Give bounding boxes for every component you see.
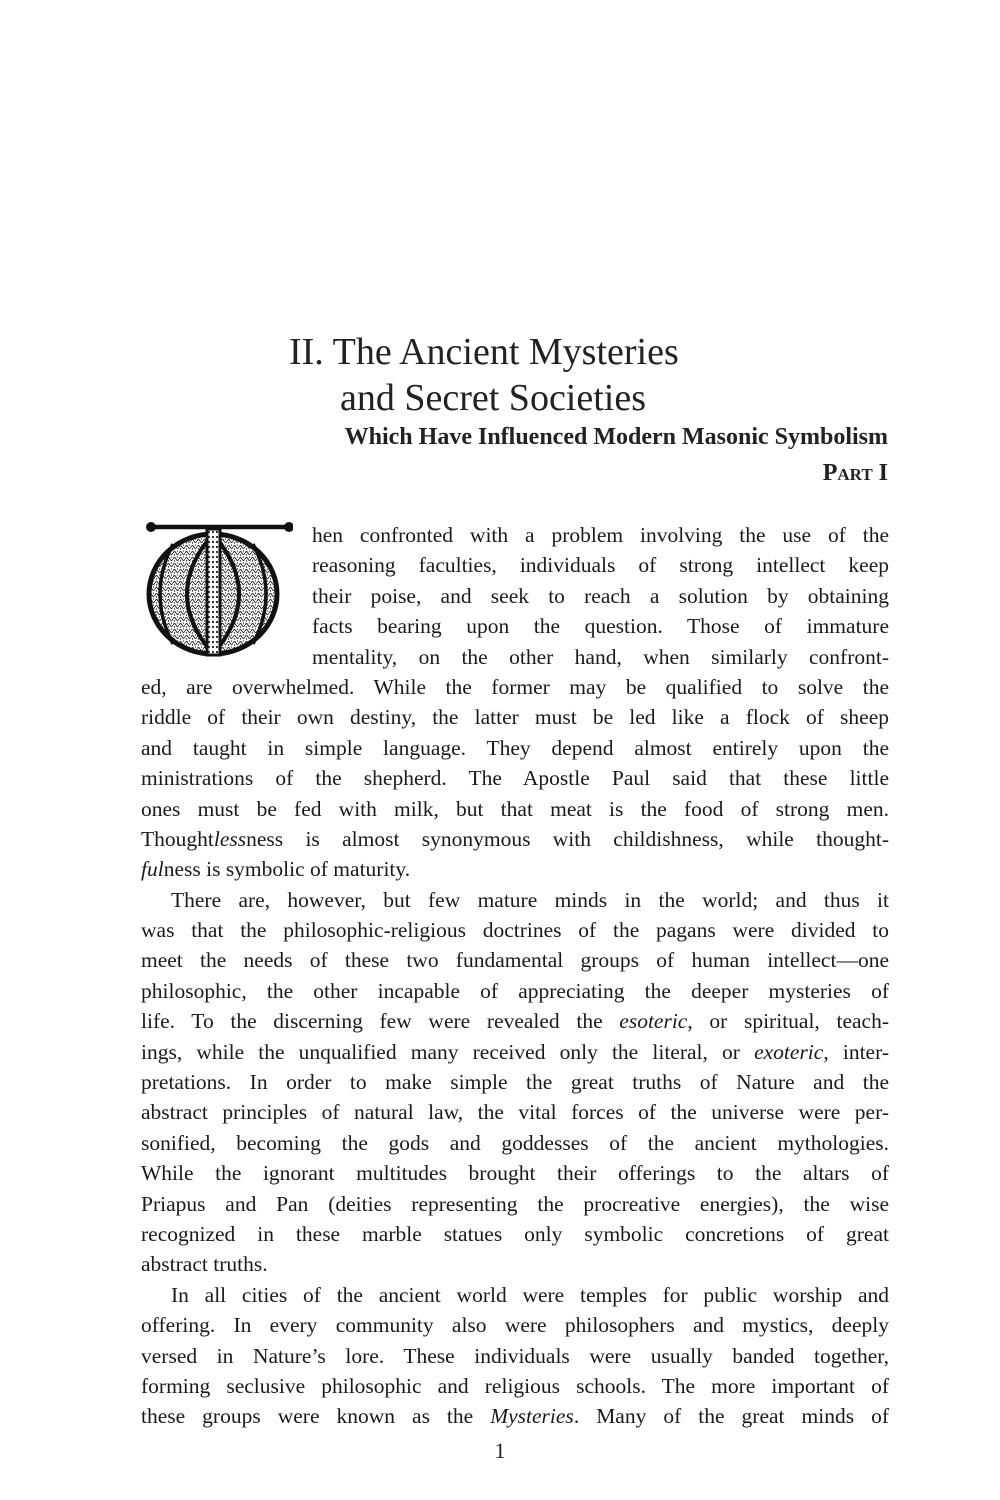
text-line: philosophic, the other incapable of appreciating the deeper mysteries of	[141, 978, 889, 1003]
text-run: . Many of the great minds of	[573, 1404, 889, 1429]
text-line: ones must be fed with milk, but that meat is the food of strong men.	[141, 796, 889, 821]
text-line	[141, 1401, 889, 1431]
text-line: offering. In every community also were philosophers and mystics, deeply	[141, 1313, 889, 1338]
chapter-part-label: Part I	[822, 460, 888, 486]
text-line: forming seclusive philosophic and religious schools. The more important of	[141, 1373, 889, 1398]
italic-run: Mysteries	[490, 1404, 574, 1429]
text-line: pretations. In order to make simple the great truths of Nature and the	[141, 1070, 889, 1095]
paragraph-3	[141, 1280, 889, 1432]
paragraph-2	[141, 885, 889, 1280]
text-line	[141, 854, 889, 884]
text-line: ministrations of the shepherd. The Apostle Paul said that these little	[141, 766, 889, 791]
text-line: sonified, becoming the gods and goddesses of the ancient mythologies.	[141, 1130, 889, 1155]
text-line: facts bearing upon the question. Those of immature	[312, 614, 889, 639]
text-run: ings, while the unqualified many received only the literal, or	[141, 1039, 755, 1064]
text-line: versed in Nature’s lore. These individuals were usually banded together,	[141, 1343, 889, 1368]
paragraph-1	[141, 520, 889, 885]
chapter-title-line-1: II. The Ancient Mysteries	[289, 331, 679, 373]
italic-run: exoteric	[754, 1039, 824, 1064]
text-line	[141, 824, 889, 854]
text-run: ness is almost synonymous with childishness, while thought-	[246, 826, 889, 851]
text-line: Priapus and Pan (deities representing the procreative energies), the wise	[141, 1191, 889, 1216]
text-line: In all cities of the ancient world were temples for public worship and	[171, 1282, 889, 1307]
text-run: , or spiritual, teach-	[687, 1009, 889, 1034]
text-line	[141, 1006, 889, 1036]
text-line: There are, however, but few mature minds in the world; and thus it	[171, 887, 889, 912]
text-line: and taught in simple language. They depend almost entirely upon the	[141, 735, 889, 760]
chapter-title-line-2: and Secret Societies	[340, 377, 647, 419]
text-run: ness is symbolic of maturity.	[163, 857, 411, 882]
text-run: Thought	[141, 826, 214, 851]
text-line: recognized in these marble statues only symbolic concretions of great	[141, 1221, 889, 1246]
text-line: hen confronted with a problem involving the use of the	[312, 523, 889, 547]
body-text	[141, 520, 889, 1432]
text-line: abstract principles of natural law, the vital forces of the universe were per-	[141, 1100, 889, 1125]
text-line: meet the needs of these two fundamental groups of human intellect—one	[141, 948, 889, 973]
text-line: riddle of their own destiny, the latter must be led like a flock of sheep	[141, 705, 889, 730]
text-line: was that the philosophic-religious doctrines of the pagans were divided to	[141, 918, 889, 943]
text-line: ed, are overwhelmed. While the former may be qualified to solve the	[141, 674, 889, 699]
text-line: reasoning faculties, individuals of strong intellect keep	[312, 553, 889, 578]
italic-run: ful	[141, 857, 164, 882]
text-line: abstract truths.	[141, 1252, 268, 1277]
chapter-subtitle: Which Have Influenced Modern Masonic Symbolism	[344, 424, 888, 450]
text-line	[141, 1037, 889, 1067]
text-line: their poise, and seek to reach a solution by obtaining	[312, 583, 889, 608]
text-run: life. To the discerning few were revealed the	[141, 1009, 620, 1034]
text-run: these groups were known as the	[141, 1404, 491, 1429]
page-number: 1	[494, 1438, 506, 1463]
text-line: While the ignorant multitudes brought their offerings to the altars of	[141, 1161, 889, 1186]
italic-run: less	[213, 826, 247, 851]
italic-run: esoteric	[619, 1009, 688, 1034]
text-run: , inter-	[823, 1039, 889, 1064]
text-line: mentality, on the other hand, when similarly confront-	[312, 644, 889, 669]
